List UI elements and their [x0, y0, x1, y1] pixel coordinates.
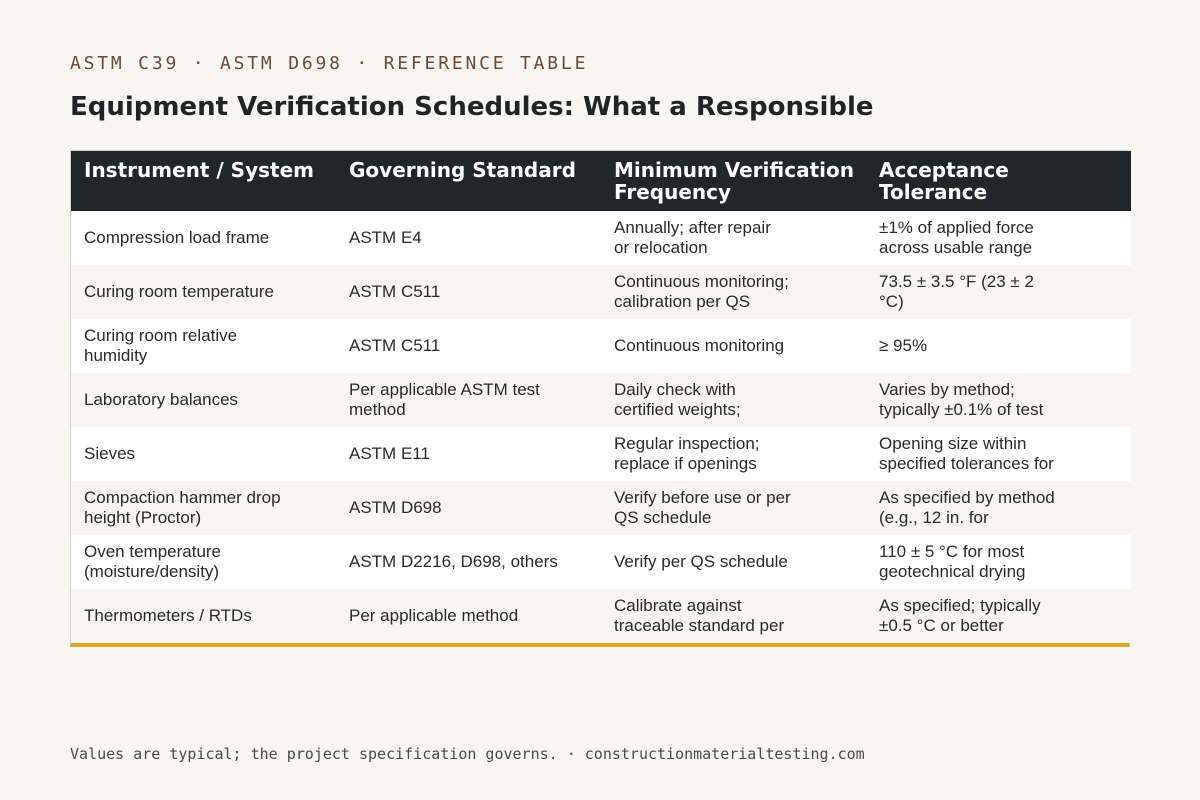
cell-text: ASTM E11	[349, 444, 430, 463]
table-cell	[601, 427, 866, 481]
table-cell	[866, 373, 1131, 427]
table-cell	[601, 535, 866, 589]
cell-text: Varies by method; typically ±0.1% of test	[879, 380, 1044, 419]
table-row	[71, 265, 1131, 319]
cell-text: ASTM C511	[349, 282, 441, 301]
table-cell	[71, 319, 336, 373]
table-cell	[601, 265, 866, 319]
column-header-label: Minimum Verification Frequency	[614, 158, 854, 204]
cell-text: Continuous monitoring; calibration per QS	[614, 272, 789, 311]
cell-text: Sieves	[84, 444, 136, 463]
eyebrow-label: ASTM C39 · ASTM D698 · REFERENCE TABLE	[70, 53, 589, 74]
table-cell	[71, 427, 336, 481]
footer-note: Values are typical; the project specification governs. · constructionmaterialtesting.com	[70, 745, 865, 763]
table-cell	[336, 589, 601, 643]
table-header	[71, 151, 1131, 211]
page-title: Equipment Verification Schedules: What a Responsible	[70, 92, 874, 122]
column-header	[71, 151, 336, 211]
table-cell	[336, 481, 601, 535]
cell-text: Per applicable ASTM test method	[349, 380, 540, 419]
table-cell	[866, 535, 1131, 589]
table-cell	[336, 211, 601, 265]
table-cell	[336, 427, 601, 481]
table-cell	[601, 373, 866, 427]
column-header	[866, 151, 1131, 211]
table-cell	[71, 535, 336, 589]
table-cell	[336, 535, 601, 589]
table-row	[71, 319, 1131, 373]
cell-text: Calibrate against traceable standard per	[614, 596, 785, 635]
column-header-label: Instrument / System	[84, 158, 314, 182]
column-header	[601, 151, 866, 211]
cell-text: As specified; typically ±0.5 °C or better	[879, 596, 1041, 635]
cell-text: As specified by method (e.g., 12 in. for	[879, 488, 1055, 527]
table-header-row	[71, 151, 1131, 211]
cell-text: Regular inspection; replace if openings	[614, 434, 760, 473]
table-cell	[601, 211, 866, 265]
table-cell	[601, 481, 866, 535]
cell-text: Daily check with certified weights;	[614, 380, 741, 419]
cell-text: ASTM E4	[349, 228, 422, 247]
cell-text: Verify before use or per QS schedule	[614, 488, 791, 527]
column-header-label: Acceptance Tolerance	[879, 158, 1009, 204]
cell-text: Thermometers / RTDs	[84, 606, 252, 625]
cell-text: Curing room relative humidity	[84, 326, 238, 365]
table-body	[71, 211, 1131, 643]
table-cell	[336, 373, 601, 427]
table-cell	[71, 211, 336, 265]
cell-text: Oven temperature (moisture/density)	[84, 542, 222, 581]
cell-text: Curing room temperature	[84, 282, 274, 301]
table-cell	[71, 481, 336, 535]
table-cell	[866, 427, 1131, 481]
table-cell	[336, 319, 601, 373]
table-row	[71, 589, 1131, 643]
cell-text: Verify per QS schedule	[614, 552, 788, 571]
cell-text: ASTM D2216, D698, others	[349, 552, 558, 571]
table-row	[71, 535, 1131, 589]
table-cell	[866, 589, 1131, 643]
cell-text: ASTM C511	[349, 336, 441, 355]
cell-text: ASTM D698	[349, 498, 442, 517]
cell-text: Compaction hammer drop height (Proctor)	[84, 488, 281, 527]
cell-text: 110 ± 5 °C for most geotechnical drying	[879, 542, 1026, 581]
cell-text: ≥ 95%	[879, 336, 928, 355]
table-cell	[71, 589, 336, 643]
table-row	[71, 211, 1131, 265]
table-row	[71, 427, 1131, 481]
verification-table	[71, 151, 1131, 643]
table-cell	[866, 481, 1131, 535]
table-cell	[601, 589, 866, 643]
reference-table	[70, 150, 1130, 647]
table-cell	[866, 319, 1131, 373]
cell-text: Continuous monitoring	[614, 336, 785, 355]
cell-text: ±1% of applied force across usable range	[879, 218, 1034, 257]
column-header-label: Governing Standard	[349, 158, 576, 182]
table-cell	[601, 319, 866, 373]
table-row	[71, 481, 1131, 535]
table-row	[71, 373, 1131, 427]
cell-text: Compression load frame	[84, 228, 270, 247]
cell-text: Annually; after repair or relocation	[614, 218, 771, 257]
table-cell	[71, 373, 336, 427]
cell-text: Laboratory balances	[84, 390, 239, 409]
cell-text: Opening size within specified tolerances for	[879, 434, 1054, 473]
table-cell	[336, 265, 601, 319]
table-cell	[866, 265, 1131, 319]
table-cell	[866, 211, 1131, 265]
cell-text: Per applicable method	[349, 606, 519, 625]
cell-text: 73.5 ± 3.5 °F (23 ± 2 °C)	[879, 272, 1034, 311]
column-header	[336, 151, 601, 211]
table-cell	[71, 265, 336, 319]
